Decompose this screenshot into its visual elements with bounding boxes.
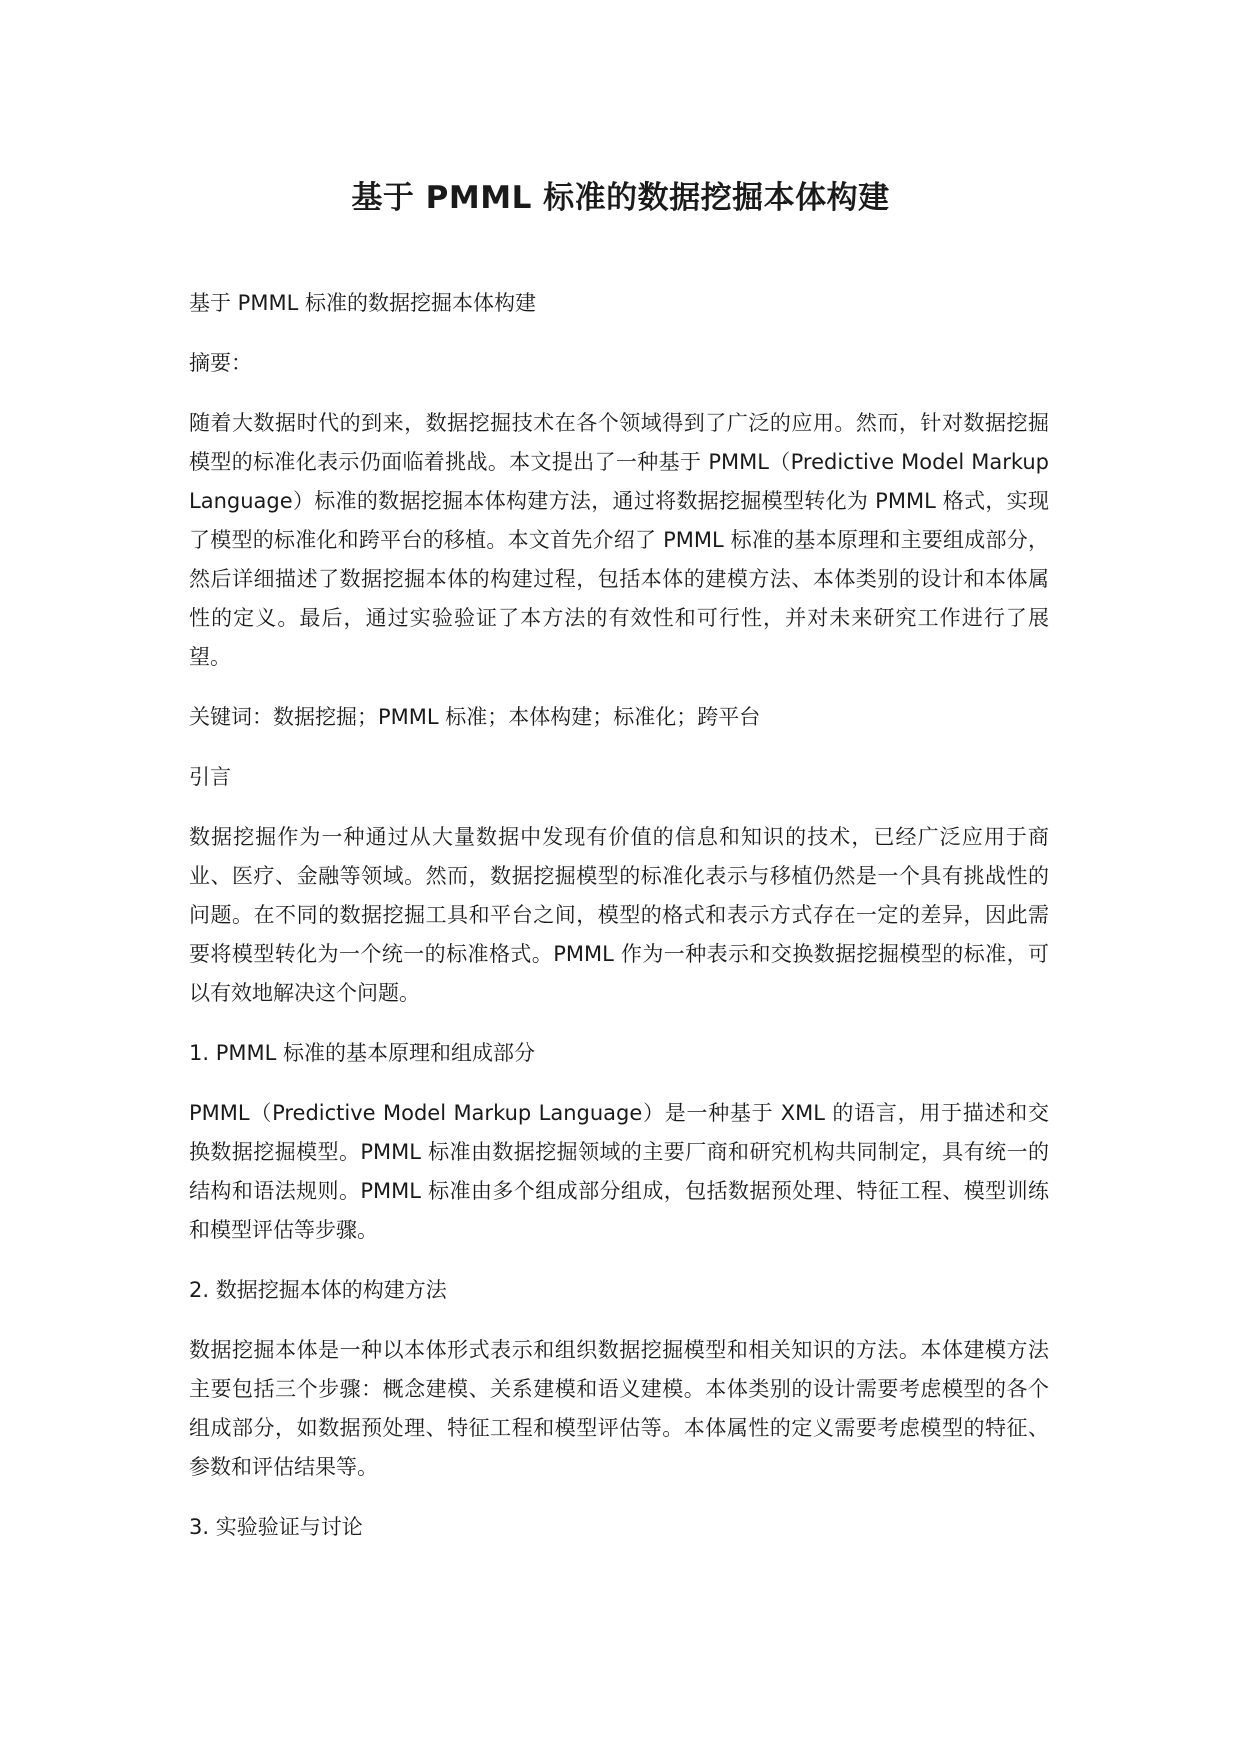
section-1-heading: 1. PMML 标准的基本原理和组成部分: [189, 1041, 535, 1065]
document-title: 基于 PMML 标准的数据挖掘本体构建: [351, 180, 890, 216]
abstract-label: 摘要：: [189, 351, 252, 375]
section-3-heading: 3. 实验验证与讨论: [189, 1515, 363, 1539]
section-2-heading: 2. 数据挖掘本体的构建方法: [189, 1278, 447, 1302]
keywords-line: 关键词：数据挖掘；PMML 标准；本体构建；标准化；跨平台: [189, 705, 761, 729]
document-body: [189, 284, 1049, 1568]
intro-heading: 引言: [189, 765, 231, 789]
abstract-paragraph: 随着大数据时代的到来，数据挖掘技术在各个领域得到了广泛的应用。然而，针对数据挖掘模型的标准化表示仍面临着挑战。本文提出了一种基于 PMML（Predictive Model Markup Language）标准的数据挖掘本体构建方法，通过将数据挖掘模型转化为 PMML 格式，实现了模型的标准化和跨平台的移植。本文首先介绍了 PMML 标准的基本原理和主要组成部分，然后详细描述了数据挖掘本体的构建过程，包括本体的建模方法、本体类别的设计和本体属性的定义。最后，通过实验验证了本方法的有效性和可行性，并对未来研究工作进行了展望。: [189, 411, 1049, 669]
section-1-paragraph: PMML（Predictive Model Markup Language）是一种基于 XML 的语言，用于描述和交换数据挖掘模型。PMML 标准由数据挖掘领域的主要厂商和研究机构共同制定，具有统一的结构和语法规则。PMML 标准由多个组成部分组成，包括数据预处理、特征工程、模型训练和模型评估等步骤。: [189, 1101, 1049, 1242]
intro-paragraph: 数据挖掘作为一种通过从大量数据中发现有价值的信息和知识的技术，已经广泛应用于商业、医疗、金融等领域。然而，数据挖掘模型的标准化表示与移植仍然是一个具有挑战性的问题。在不同的数据挖掘工具和平台之间，模型的格式和表示方式存在一定的差异，因此需要将模型转化为一个统一的标准格式。PMML 作为一种表示和交换数据挖掘模型的标准，可以有效地解决这个问题。: [189, 825, 1049, 1005]
section-2-paragraph: 数据挖掘本体是一种以本体形式表示和组织数据挖掘模型和相关知识的方法。本体建模方法主要包括三个步骤：概念建模、关系建模和语义建模。本体类别的设计需要考虑模型的各个组成部分，如数据预处理、特征工程和模型评估等。本体属性的定义需要考虑模型的特征、参数和评估结果等。: [189, 1338, 1049, 1479]
subtitle: 基于 PMML 标准的数据挖掘本体构建: [189, 291, 536, 315]
